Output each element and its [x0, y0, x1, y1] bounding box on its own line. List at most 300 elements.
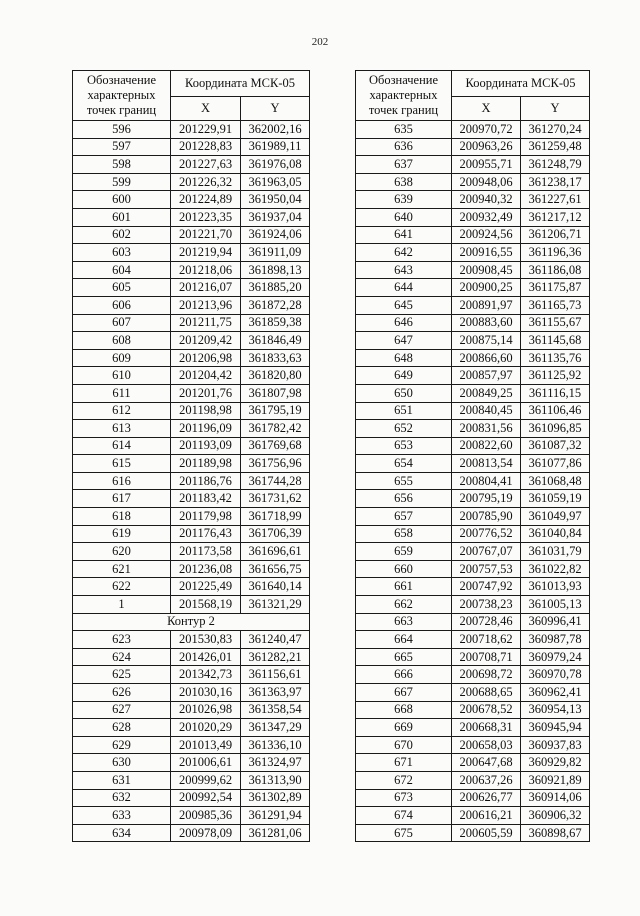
coord-x: 201204,42 — [171, 367, 241, 385]
coord-x: 201013,49 — [171, 736, 241, 754]
header-point-label: Обозначение характерных точек границ — [73, 71, 171, 121]
coord-x: 200658,03 — [452, 736, 521, 754]
coord-x: 201568,19 — [171, 596, 241, 614]
point-number: 649 — [356, 367, 452, 385]
table-row — [73, 173, 310, 191]
point-number: 627 — [73, 701, 171, 719]
table-row — [73, 596, 310, 614]
coord-y: 361125,92 — [521, 367, 590, 385]
coord-x: 201225,49 — [171, 578, 241, 596]
point-number: 600 — [73, 191, 171, 209]
coord-y: 360914,06 — [521, 789, 590, 807]
table-row — [73, 437, 310, 455]
point-number: 626 — [73, 684, 171, 702]
coord-x: 200822,60 — [452, 437, 521, 455]
coord-y: 360962,41 — [521, 684, 590, 702]
table-row — [356, 402, 590, 420]
coord-x: 201179,98 — [171, 508, 241, 526]
point-number: 610 — [73, 367, 171, 385]
table-row — [73, 824, 310, 842]
coord-y: 361217,12 — [521, 208, 590, 226]
table-row — [356, 156, 590, 174]
coord-y: 360906,32 — [521, 807, 590, 825]
point-number: 1 — [73, 596, 171, 614]
section-row — [73, 613, 310, 631]
coord-y: 361911,09 — [241, 244, 310, 262]
point-number: 601 — [73, 208, 171, 226]
coord-x: 200738,23 — [452, 596, 521, 614]
table-row — [356, 367, 590, 385]
coord-y: 361989,11 — [241, 138, 310, 156]
coord-y: 360945,94 — [521, 719, 590, 737]
coord-x: 200955,71 — [452, 156, 521, 174]
point-number: 644 — [356, 279, 452, 297]
left-table-body-a — [73, 121, 310, 614]
point-number: 659 — [356, 543, 452, 561]
coord-y: 361782,42 — [241, 420, 310, 438]
table-row — [356, 596, 590, 614]
table-row — [356, 525, 590, 543]
coord-x: 201196,09 — [171, 420, 241, 438]
header-x: X — [452, 97, 521, 121]
point-number: 598 — [73, 156, 171, 174]
coord-x: 200605,59 — [452, 824, 521, 842]
point-number: 664 — [356, 631, 452, 649]
coord-y: 361656,75 — [241, 560, 310, 578]
point-number: 616 — [73, 472, 171, 490]
point-number: 658 — [356, 525, 452, 543]
coord-x: 200728,46 — [452, 613, 521, 631]
table-row — [356, 244, 590, 262]
header-point-label: Обозначение характерных точек границ — [356, 71, 452, 121]
table-row — [73, 455, 310, 473]
coord-x: 201186,76 — [171, 472, 241, 490]
coord-x: 200757,53 — [452, 560, 521, 578]
coord-x: 200767,07 — [452, 543, 521, 561]
coord-y: 361281,06 — [241, 824, 310, 842]
coord-x: 200924,56 — [452, 226, 521, 244]
table-row — [356, 543, 590, 561]
coord-x: 201236,08 — [171, 560, 241, 578]
coord-y: 361769,68 — [241, 437, 310, 455]
coord-y: 361640,14 — [241, 578, 310, 596]
point-number: 624 — [73, 648, 171, 666]
coord-y: 361898,13 — [241, 261, 310, 279]
coord-x: 201224,89 — [171, 191, 241, 209]
coord-x: 200866,60 — [452, 349, 521, 367]
table-row — [73, 244, 310, 262]
coord-y: 361145,68 — [521, 332, 590, 350]
coord-y: 361238,17 — [521, 173, 590, 191]
table-row — [73, 402, 310, 420]
coord-x: 200857,97 — [452, 367, 521, 385]
coord-y: 361885,20 — [241, 279, 310, 297]
coord-x: 200883,60 — [452, 314, 521, 332]
coord-y: 361321,29 — [241, 596, 310, 614]
table-row — [356, 226, 590, 244]
point-number: 642 — [356, 244, 452, 262]
table-row — [73, 631, 310, 649]
coord-x: 201206,98 — [171, 349, 241, 367]
point-number: 604 — [73, 261, 171, 279]
table-row — [73, 578, 310, 596]
page-number: 202 — [311, 36, 329, 48]
table-row — [356, 261, 590, 279]
point-number: 625 — [73, 666, 171, 684]
point-number: 666 — [356, 666, 452, 684]
table-row — [73, 789, 310, 807]
coord-y: 361259,48 — [521, 138, 590, 156]
table-row — [356, 578, 590, 596]
header-coordinate: Координата МСК-05 — [452, 71, 590, 97]
point-number: 629 — [73, 736, 171, 754]
point-number: 637 — [356, 156, 452, 174]
point-number: 632 — [73, 789, 171, 807]
coord-x: 200999,62 — [171, 771, 241, 789]
point-number: 643 — [356, 261, 452, 279]
table-row — [73, 560, 310, 578]
coord-y: 361005,13 — [521, 596, 590, 614]
coord-y: 361807,98 — [241, 384, 310, 402]
coord-x: 201198,98 — [171, 402, 241, 420]
coord-x: 200813,54 — [452, 455, 521, 473]
coord-x: 200688,65 — [452, 684, 521, 702]
point-number: 654 — [356, 455, 452, 473]
coord-y: 362002,16 — [241, 121, 310, 139]
table-row — [356, 666, 590, 684]
point-number: 651 — [356, 402, 452, 420]
coord-y: 361206,71 — [521, 226, 590, 244]
table-row — [356, 789, 590, 807]
table-row — [356, 754, 590, 772]
table-row — [73, 490, 310, 508]
coord-y: 361282,21 — [241, 648, 310, 666]
coord-x: 201226,32 — [171, 173, 241, 191]
coord-y: 361363,97 — [241, 684, 310, 702]
table-row — [356, 719, 590, 737]
coord-y: 360979,24 — [521, 648, 590, 666]
coord-y: 361731,62 — [241, 490, 310, 508]
table-row — [356, 613, 590, 631]
point-number: 645 — [356, 296, 452, 314]
coord-x: 201189,98 — [171, 455, 241, 473]
coord-x: 200647,68 — [452, 754, 521, 772]
point-number: 608 — [73, 332, 171, 350]
table-row — [356, 420, 590, 438]
coord-x: 200900,25 — [452, 279, 521, 297]
coord-x: 201173,58 — [171, 543, 241, 561]
coord-x: 200940,32 — [452, 191, 521, 209]
point-number: 613 — [73, 420, 171, 438]
coord-x: 201176,43 — [171, 525, 241, 543]
point-number: 638 — [356, 173, 452, 191]
table-row — [73, 771, 310, 789]
coord-y: 361106,46 — [521, 402, 590, 420]
coord-y: 361324,97 — [241, 754, 310, 772]
coord-y: 361347,29 — [241, 719, 310, 737]
coord-y: 361718,99 — [241, 508, 310, 526]
coord-y: 361358,54 — [241, 701, 310, 719]
point-number: 611 — [73, 384, 171, 402]
point-number: 621 — [73, 560, 171, 578]
coord-x: 200992,54 — [171, 789, 241, 807]
coord-x: 200932,49 — [452, 208, 521, 226]
table-row — [356, 437, 590, 455]
point-number: 660 — [356, 560, 452, 578]
coord-x: 201193,09 — [171, 437, 241, 455]
coord-y: 361087,32 — [521, 437, 590, 455]
point-number: 635 — [356, 121, 452, 139]
table-row — [356, 455, 590, 473]
coord-y: 361302,89 — [241, 789, 310, 807]
header-y: Y — [241, 97, 310, 121]
point-number: 633 — [73, 807, 171, 825]
coord-y: 361270,24 — [521, 121, 590, 139]
table-row — [73, 701, 310, 719]
coord-x: 200963,26 — [452, 138, 521, 156]
table-row — [356, 472, 590, 490]
coord-x: 200916,55 — [452, 244, 521, 262]
table-row — [356, 208, 590, 226]
table-row — [73, 648, 310, 666]
coord-y: 361313,90 — [241, 771, 310, 789]
coord-y: 360929,82 — [521, 754, 590, 772]
coord-y: 361820,80 — [241, 367, 310, 385]
coord-x: 200908,45 — [452, 261, 521, 279]
point-number: 673 — [356, 789, 452, 807]
table-row — [356, 384, 590, 402]
coordinates-table-left — [72, 70, 310, 842]
table-row — [356, 121, 590, 139]
point-number: 674 — [356, 807, 452, 825]
table-row — [73, 349, 310, 367]
point-number: 636 — [356, 138, 452, 156]
coord-x: 201426,01 — [171, 648, 241, 666]
table-row — [73, 525, 310, 543]
point-number: 620 — [73, 543, 171, 561]
point-number: 619 — [73, 525, 171, 543]
table-row — [73, 807, 310, 825]
coordinates-table-right — [355, 70, 590, 842]
point-number: 663 — [356, 613, 452, 631]
coord-y: 360937,83 — [521, 736, 590, 754]
coord-x: 200948,06 — [452, 173, 521, 191]
table-row — [356, 296, 590, 314]
coord-y: 361872,28 — [241, 296, 310, 314]
coord-y: 361013,93 — [521, 578, 590, 596]
coord-y: 361859,38 — [241, 314, 310, 332]
coord-y: 360898,67 — [521, 824, 590, 842]
point-number: 641 — [356, 226, 452, 244]
coord-x: 201530,83 — [171, 631, 241, 649]
coord-x: 200708,71 — [452, 648, 521, 666]
coord-y: 361950,04 — [241, 191, 310, 209]
table-row — [73, 156, 310, 174]
table-row — [73, 666, 310, 684]
point-number: 650 — [356, 384, 452, 402]
coord-y: 361706,39 — [241, 525, 310, 543]
coord-x: 200831,56 — [452, 420, 521, 438]
point-number: 669 — [356, 719, 452, 737]
coord-x: 200849,25 — [452, 384, 521, 402]
coord-x: 201342,73 — [171, 666, 241, 684]
point-number: 603 — [73, 244, 171, 262]
point-number: 628 — [73, 719, 171, 737]
table-row — [356, 508, 590, 526]
table-row — [356, 314, 590, 332]
table-row — [73, 279, 310, 297]
table-row — [73, 420, 310, 438]
point-number: 602 — [73, 226, 171, 244]
coord-x: 200785,90 — [452, 508, 521, 526]
coord-x: 201227,63 — [171, 156, 241, 174]
point-number: 640 — [356, 208, 452, 226]
coord-x: 200970,72 — [452, 121, 521, 139]
point-number: 661 — [356, 578, 452, 596]
table-row — [356, 648, 590, 666]
point-number: 599 — [73, 173, 171, 191]
table-row — [356, 332, 590, 350]
coord-x: 201030,16 — [171, 684, 241, 702]
table-row — [356, 631, 590, 649]
table-row — [73, 367, 310, 385]
coord-x: 200804,41 — [452, 472, 521, 490]
coord-y: 361963,05 — [241, 173, 310, 191]
coord-y: 361077,86 — [521, 455, 590, 473]
coord-y: 361924,06 — [241, 226, 310, 244]
coord-y: 360921,89 — [521, 771, 590, 789]
coord-y: 361833,63 — [241, 349, 310, 367]
point-number: 653 — [356, 437, 452, 455]
table-row — [73, 138, 310, 156]
point-number: 648 — [356, 349, 452, 367]
point-number: 631 — [73, 771, 171, 789]
coord-x: 201223,35 — [171, 208, 241, 226]
coord-y: 360987,78 — [521, 631, 590, 649]
point-number: 609 — [73, 349, 171, 367]
coord-y: 361196,36 — [521, 244, 590, 262]
coord-x: 200840,45 — [452, 402, 521, 420]
coord-x: 201221,70 — [171, 226, 241, 244]
table-row — [73, 226, 310, 244]
coord-y: 361744,28 — [241, 472, 310, 490]
table-row — [73, 684, 310, 702]
header-x: X — [171, 97, 241, 121]
point-number: 622 — [73, 578, 171, 596]
point-number: 675 — [356, 824, 452, 842]
coord-y: 361291,94 — [241, 807, 310, 825]
coord-x: 201229,91 — [171, 121, 241, 139]
table-row — [73, 314, 310, 332]
point-number: 670 — [356, 736, 452, 754]
point-number: 617 — [73, 490, 171, 508]
coord-y: 361031,79 — [521, 543, 590, 561]
point-number: 623 — [73, 631, 171, 649]
coord-x: 201216,07 — [171, 279, 241, 297]
coord-y: 360996,41 — [521, 613, 590, 631]
coord-y: 361096,85 — [521, 420, 590, 438]
point-number: 596 — [73, 121, 171, 139]
point-number: 597 — [73, 138, 171, 156]
table-row — [73, 121, 310, 139]
point-number: 605 — [73, 279, 171, 297]
table-row — [356, 490, 590, 508]
table-row — [356, 191, 590, 209]
coord-y: 361248,79 — [521, 156, 590, 174]
table-row — [356, 173, 590, 191]
coord-x: 201209,42 — [171, 332, 241, 350]
coord-y: 361795,19 — [241, 402, 310, 420]
table-row — [73, 332, 310, 350]
table-row — [356, 771, 590, 789]
coord-x: 201218,06 — [171, 261, 241, 279]
coord-y: 361846,49 — [241, 332, 310, 350]
table-row — [356, 560, 590, 578]
coord-x: 200678,52 — [452, 701, 521, 719]
right-table-body — [356, 121, 590, 842]
coord-y: 361937,04 — [241, 208, 310, 226]
coord-x: 200891,97 — [452, 296, 521, 314]
coord-x: 201201,76 — [171, 384, 241, 402]
point-number: 612 — [73, 402, 171, 420]
table-row — [73, 208, 310, 226]
coord-y: 361049,97 — [521, 508, 590, 526]
coord-y: 360970,78 — [521, 666, 590, 684]
table-row — [73, 754, 310, 772]
coord-x: 201006,61 — [171, 754, 241, 772]
coord-y: 361175,87 — [521, 279, 590, 297]
header-y: Y — [521, 97, 590, 121]
coord-y: 361227,61 — [521, 191, 590, 209]
point-number: 630 — [73, 754, 171, 772]
table-row — [356, 824, 590, 842]
coord-x: 200718,62 — [452, 631, 521, 649]
table-row — [356, 736, 590, 754]
point-number: 657 — [356, 508, 452, 526]
coord-y: 361165,73 — [521, 296, 590, 314]
coord-x: 201020,29 — [171, 719, 241, 737]
table-row — [356, 684, 590, 702]
point-number: 647 — [356, 332, 452, 350]
table-row — [73, 508, 310, 526]
coord-x: 201211,75 — [171, 314, 241, 332]
point-number: 655 — [356, 472, 452, 490]
coord-y: 361135,76 — [521, 349, 590, 367]
coord-x: 200795,19 — [452, 490, 521, 508]
point-number: 667 — [356, 684, 452, 702]
table-row — [356, 279, 590, 297]
table-row — [356, 349, 590, 367]
point-number: 615 — [73, 455, 171, 473]
coord-y: 361156,61 — [241, 666, 310, 684]
coord-x: 200747,92 — [452, 578, 521, 596]
point-number: 656 — [356, 490, 452, 508]
coord-y: 361240,47 — [241, 631, 310, 649]
table-row — [73, 261, 310, 279]
point-number: 652 — [356, 420, 452, 438]
point-number: 672 — [356, 771, 452, 789]
table-row — [356, 701, 590, 719]
coord-y: 361336,10 — [241, 736, 310, 754]
coord-y: 361696,61 — [241, 543, 310, 561]
coord-x: 200698,72 — [452, 666, 521, 684]
coord-y: 360954,13 — [521, 701, 590, 719]
coord-x: 201026,98 — [171, 701, 241, 719]
header-coordinate: Координата МСК-05 — [171, 71, 310, 97]
point-number: 671 — [356, 754, 452, 772]
coord-y: 361059,19 — [521, 490, 590, 508]
coord-y: 361022,82 — [521, 560, 590, 578]
